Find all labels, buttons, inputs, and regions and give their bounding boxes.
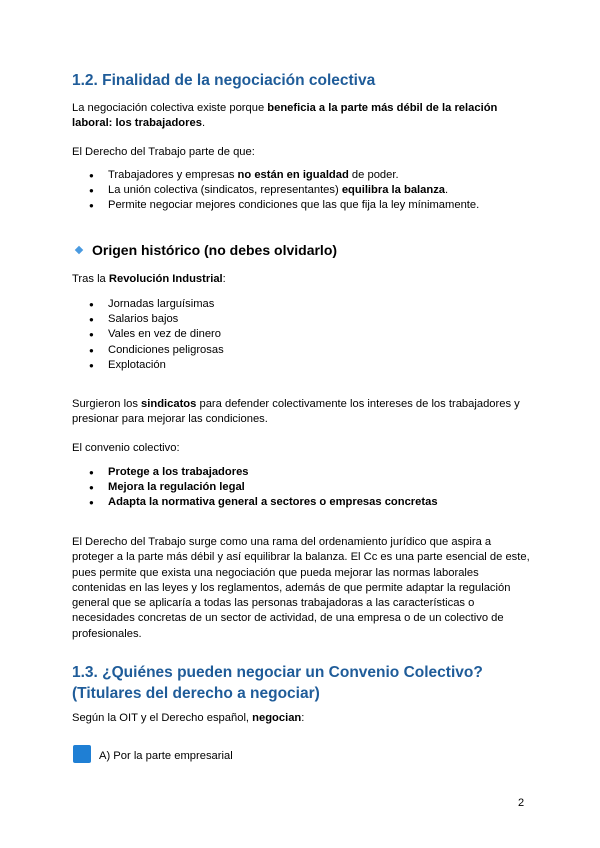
surgieron-end: para defender colectivamente los intereses de los trabajadores y presionar para mejorar las condiciones.: [72, 398, 520, 426]
derecho-intro: El Derecho del Trabajo parte de que:: [72, 146, 255, 158]
tras-bold: Revolución Industrial: [108, 273, 223, 285]
intro-paragraph: [72, 101, 532, 132]
page-number: 2: [518, 797, 525, 809]
origen-heading: [76, 240, 337, 260]
list-item: [72, 198, 479, 213]
intro-bold-text: beneficia a la parte más débil de la relación laboral: los trabajadores: [72, 102, 498, 130]
list-item-text: La unión colectiva (sindicatos, representantes): [108, 184, 342, 197]
list-item: ● Explotación: [72, 358, 224, 373]
origen-list: [72, 297, 224, 373]
intro-text: La negociación colectiva existe porque: [72, 102, 268, 114]
segun-bold: negocian: [252, 712, 302, 724]
list-item-text: Trabajadores y empresas: [108, 169, 238, 181]
list-item-text: Permite negociar mejores condiciones que las que fija la ley mínimamente.: [108, 199, 480, 212]
convenio-list: [72, 465, 438, 511]
surgieron-paragraph: [72, 397, 532, 428]
list-item: [72, 183, 479, 198]
list-item: ● Jornadas larguísimas: [72, 297, 224, 312]
tras-end: :: [222, 273, 226, 285]
segun-text: Según la OIT y el Derecho español,: [72, 712, 253, 724]
tras-paragraph: [72, 272, 532, 287]
intro-end: .: [201, 117, 206, 130]
segun-paragraph: [72, 711, 532, 726]
finalidad-list: [72, 168, 479, 214]
list-item: ● Salarios bajos: [72, 312, 224, 327]
list-item: [72, 168, 479, 183]
surgieron-text: Surgieron los: [72, 398, 142, 410]
derecho-paragraph: El Derecho del Trabajo surge como una rama del ordenamiento jurídico que aspira a proteger a la parte más débil y así equilibrar la balanza. El Cc es una parte esencial de este, pues permite que exista una negociación que pueda mejorar las normas laborales contenidas en las leyes y los reglamentos, además de que permite adaptar la regulación general que se aplicaría a todas las personas trabajadoras a las características o necesidades concretas de un sector de actividad, de una empresa o de un colectivo de profesionales.: [72, 536, 530, 640]
section-heading-1-3: 1.3. ¿Quiénes pueden negociar un Convenio Colectivo? (Titulares del derecho a negociar): [72, 664, 483, 702]
convenio-intro: El convenio colectivo:: [72, 442, 180, 454]
list-item-text: de poder.: [348, 169, 399, 181]
blue-square-icon: [73, 745, 91, 763]
segun-end: :: [301, 712, 305, 724]
tras-text: Tras la: [72, 273, 109, 285]
diamond-bullet-icon: [75, 246, 83, 254]
list-item: ● Mejora la regulación legal: [72, 480, 438, 495]
list-item-bold: no están en igualdad: [237, 169, 349, 181]
origen-heading-text: Origen histórico (no debes olvidarlo): [92, 242, 338, 258]
list-item-text: .: [445, 184, 449, 197]
surgieron-bold: sindicatos: [141, 398, 197, 410]
list-item: ● Adapta la normativa general a sectores o empresas concretas: [72, 495, 438, 510]
list-item-bold: equilibra la balanza: [341, 184, 446, 197]
list-item: ● Condiciones peligrosas: [72, 343, 224, 358]
list-item: ● Vales en vez de dinero: [72, 327, 224, 342]
list-item: ● Protege a los trabajadores: [72, 465, 438, 480]
section-heading-1-2: 1.2. Finalidad de la negociación colectiva: [72, 72, 376, 89]
option-a-label: A) Por la parte empresarial: [99, 750, 233, 762]
